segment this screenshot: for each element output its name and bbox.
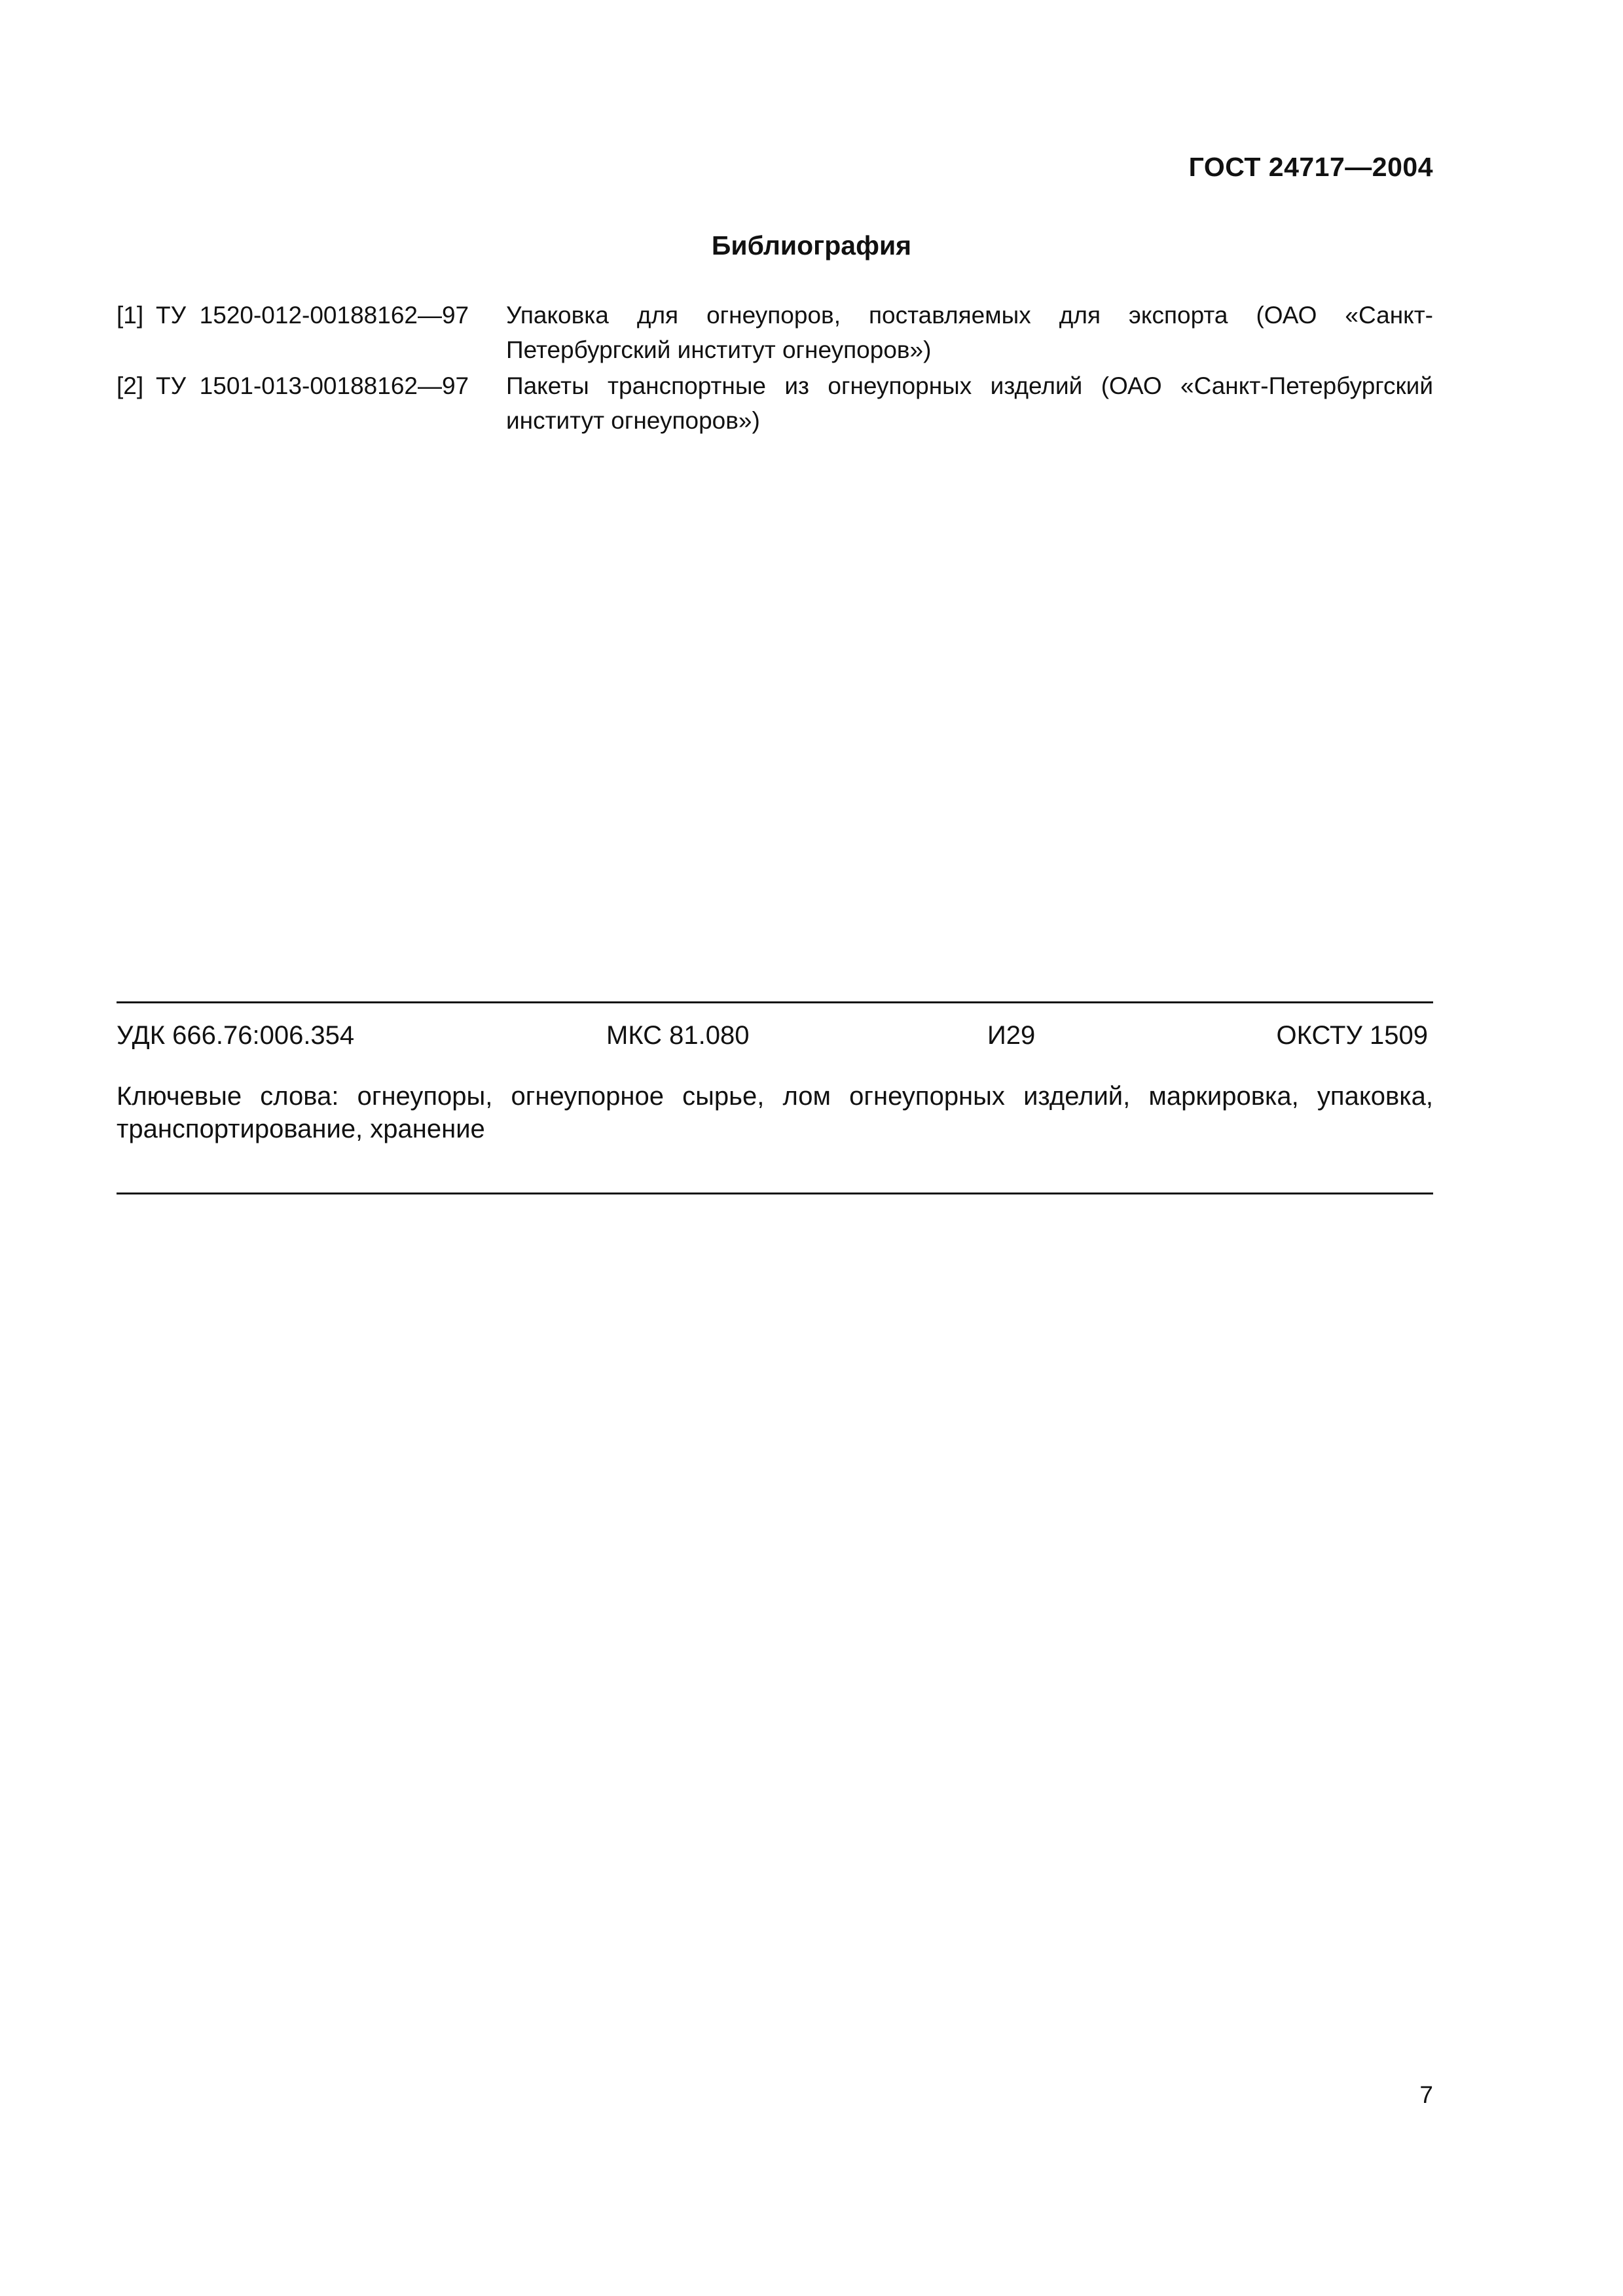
bibliography-entry-text: Пакеты транспортные из огнеупорных изделий (ОАО «Санкт-Петербургский институт огнеупоров») [506, 372, 1433, 434]
bibliography-entry-number: [1] [117, 302, 144, 329]
bibliography-entry-number: [2] [117, 372, 144, 399]
udk-code: УДК 666.76:006.354 [117, 1021, 355, 1050]
bibliography-reference [117, 298, 506, 367]
mks-code: МКС 81.080 [606, 1021, 750, 1050]
bibliography-entry-code: ТУ 1501-013-00188162—97 [156, 372, 469, 399]
page-number: 7 [1419, 2081, 1433, 2108]
bibliography-entry [117, 368, 1433, 438]
bibliography-entry-text: Упаковка для огнеупоров, поставляемых для экспорта (ОАО «Санкт-Петербургский институт огнеупоров») [506, 302, 1433, 363]
bibliography-list [117, 298, 1433, 439]
group-code: И29 [987, 1021, 1036, 1050]
bibliography-entry [117, 298, 1433, 367]
bibliography-title: Библиография [711, 230, 912, 260]
top-divider [117, 1001, 1433, 1003]
bibliography-reference [117, 368, 506, 438]
classifier-row [117, 1021, 1433, 1060]
bottom-divider [117, 1193, 1433, 1194]
document-code: ГОСТ 24717—2004 [1188, 152, 1433, 182]
keywords: Ключевые слова: огнеупоры, огнеупорное сырье, лом огнеупорных изделий, маркировка, упаковка, транспортирование, хранение [117, 1082, 1433, 1143]
okstu-code: ОКСТУ 1509 [1276, 1021, 1428, 1050]
bibliography-entry-code: ТУ 1520-012-00188162—97 [156, 302, 469, 329]
